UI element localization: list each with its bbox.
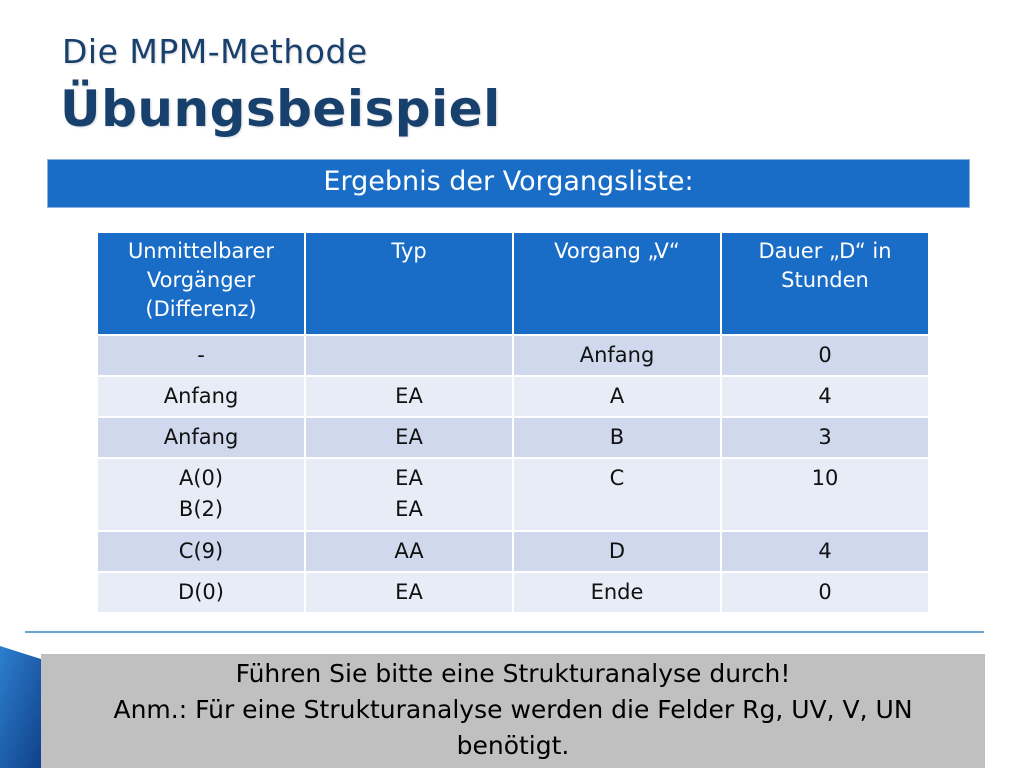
cell-text: EA [395, 384, 423, 408]
cell-text: EA [395, 425, 423, 449]
cell-activity [513, 572, 721, 613]
table-row [97, 531, 929, 572]
cell-text: 0 [818, 343, 832, 367]
cell-text: AA [394, 539, 424, 563]
cell-type [305, 531, 513, 572]
cell-activity [513, 531, 721, 572]
cell-duration [721, 458, 929, 531]
divider-line [25, 631, 984, 633]
cell-text: B(2) [178, 497, 224, 521]
table-row [97, 335, 929, 376]
cell-text: D [608, 539, 626, 563]
cell-duration [721, 335, 929, 376]
slide-title: Die MPM-Methode [62, 32, 368, 71]
header-line: Stunden [781, 268, 869, 292]
header-line: Vorgänger [146, 268, 256, 292]
cell-predecessor [97, 458, 305, 531]
table-row [97, 458, 929, 531]
cell-activity [513, 417, 721, 458]
header-line: Typ [391, 239, 427, 263]
table-row [97, 417, 929, 458]
header-activity [513, 232, 721, 335]
cell-text: D(0) [178, 580, 224, 604]
cell-text: 4 [818, 384, 832, 408]
table-header-row [97, 232, 929, 335]
cell-duration [721, 531, 929, 572]
header-type [305, 232, 513, 335]
activity-table [96, 231, 930, 614]
cell-type [305, 458, 513, 531]
task-note [41, 654, 985, 768]
cell-predecessor [97, 376, 305, 417]
cell-duration [721, 417, 929, 458]
cell-type [305, 335, 513, 376]
cell-text: - [197, 343, 205, 367]
cell-predecessor [97, 417, 305, 458]
cell-text: 10 [811, 466, 839, 490]
cell-text: C [609, 466, 625, 490]
header-line: (Differenz) [145, 297, 257, 321]
cell-duration [721, 376, 929, 417]
header-predecessor [97, 232, 305, 335]
note-line: Führen Sie bitte eine Strukturanalyse durch! [235, 659, 791, 688]
cell-activity [513, 376, 721, 417]
cell-text: C(9) [178, 539, 224, 563]
cell-predecessor [97, 531, 305, 572]
table-row [97, 572, 929, 613]
header-duration [721, 232, 929, 335]
cell-text: Ende [590, 580, 644, 604]
cell-duration [721, 572, 929, 613]
cell-text: Anfang [163, 425, 239, 449]
header-line: Vorgang „V“ [554, 239, 680, 263]
cell-text: 0 [818, 580, 832, 604]
cell-text: B [609, 425, 625, 449]
cell-predecessor [97, 335, 305, 376]
result-banner: Ergebnis der Vorgangsliste: [47, 159, 970, 208]
corner-decoration [0, 646, 44, 768]
cell-activity [513, 335, 721, 376]
cell-text: 4 [818, 539, 832, 563]
header-line: Unmittelbarer [127, 239, 275, 263]
header-line: Dauer „D“ in [758, 239, 892, 263]
cell-text: EA [395, 466, 423, 490]
cell-text: A(0) [178, 466, 224, 490]
table-row [97, 376, 929, 417]
cell-text: 3 [818, 425, 832, 449]
cell-type [305, 572, 513, 613]
note-line: Anm.: Für eine Strukturanalyse werden die Felder Rg, UV, V, UN [113, 695, 913, 724]
cell-text: EA [395, 580, 423, 604]
cell-text: Anfang [163, 384, 239, 408]
cell-text: EA [395, 497, 423, 521]
slide-subtitle: Übungsbeispiel [60, 80, 501, 138]
cell-activity [513, 458, 721, 531]
cell-predecessor [97, 572, 305, 613]
cell-type [305, 417, 513, 458]
cell-text: A [609, 384, 625, 408]
note-line: benötigt. [456, 731, 570, 760]
cell-text: Anfang [579, 343, 655, 367]
cell-type [305, 376, 513, 417]
